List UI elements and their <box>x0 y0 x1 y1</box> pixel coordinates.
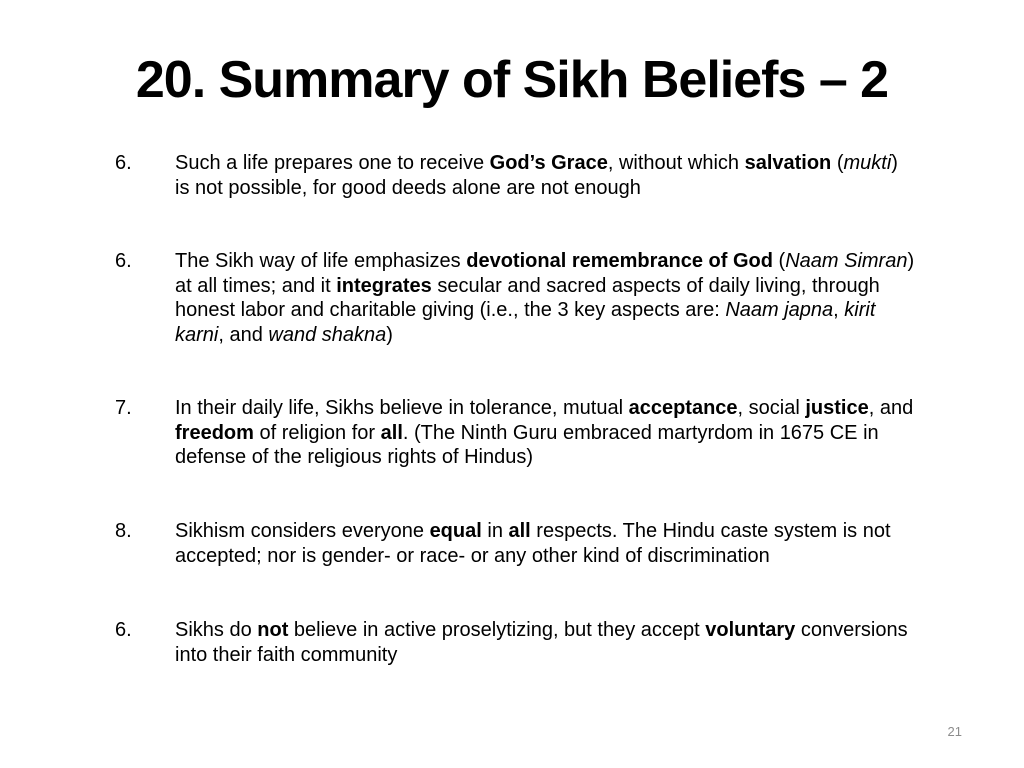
list-item-4 <box>115 519 915 568</box>
list-item-number: 7. <box>115 397 132 419</box>
text-run: in <box>481 520 509 542</box>
text-run: . (The Ninth Guru embraced martyrdom in 1675 CE in defense of the religious rights of Hindus) <box>175 421 879 468</box>
text-run: believe in active proselytizing, but they accept <box>288 619 706 641</box>
emphasis-italic: Naam Simran <box>785 250 908 272</box>
list-item-2 <box>115 249 915 347</box>
text-run: Sikhism considers everyone <box>175 520 430 542</box>
emphasis-bold: equal <box>429 520 482 542</box>
text-run: , and <box>218 323 269 346</box>
list-item-number: 6. <box>115 152 132 174</box>
text-run: Such a life prepares one to receive <box>175 152 490 174</box>
list-item-number: 6. <box>115 250 132 272</box>
text-run: respects. The Hindu caste system is not accepted; nor is gender- or race- or any other kind of discrimination <box>175 520 891 567</box>
list-item-text <box>175 618 915 667</box>
emphasis-italic: wand shakna <box>268 323 387 346</box>
emphasis-bold: justice <box>805 397 869 419</box>
list-item-text <box>175 151 915 200</box>
text-run: , <box>833 299 845 321</box>
emphasis-bold: voluntary <box>705 619 796 641</box>
text-run: The Sikh way of life emphasizes <box>175 250 467 272</box>
list-item-1 <box>115 151 915 200</box>
list-item-text <box>175 519 915 568</box>
emphasis-italic: kirit karni <box>175 299 876 346</box>
emphasis-italic: Naam japna <box>725 299 834 321</box>
emphasis-italic: mukti <box>843 152 892 174</box>
emphasis-bold: all <box>380 421 403 444</box>
emphasis-bold: salvation <box>744 152 832 174</box>
text-run: ) <box>386 323 393 346</box>
emphasis-bold: devotional remembrance of God <box>466 250 773 272</box>
emphasis-bold: freedom <box>175 421 254 444</box>
emphasis-bold: all <box>508 520 531 542</box>
text-run: conversions into their faith community <box>175 619 908 666</box>
emphasis-bold: God’s Grace <box>489 152 608 174</box>
text-run: In their daily life, Sikhs believe in tolerance, mutual <box>175 397 629 419</box>
text-run: ( <box>831 152 844 174</box>
emphasis-bold: integrates <box>336 274 432 297</box>
list-item-number: 6. <box>115 619 132 641</box>
emphasis-bold: not <box>257 619 289 641</box>
text-run: secular and sacred aspects of daily living, through honest labor and charitable giving (i.e., the 3 key aspects are: <box>175 274 880 321</box>
text-run: , and <box>868 397 914 419</box>
text-run: , social <box>737 397 806 419</box>
text-run: ( <box>772 250 786 272</box>
text-run: ) is not possible, for good deeds alone are not enough <box>175 152 898 199</box>
text-run: Sikhs do <box>175 619 258 641</box>
list-item-5 <box>115 618 915 667</box>
list-item-3 <box>115 396 915 470</box>
text-run: of religion for <box>253 421 381 444</box>
text-run: , without which <box>607 152 745 174</box>
slide-title: 20. Summary of Sikh Beliefs – 2 <box>135 51 889 109</box>
list-item-text <box>175 396 915 470</box>
list-item-number: 8. <box>115 520 132 542</box>
emphasis-bold: acceptance <box>628 397 738 419</box>
page-number: 21 <box>947 724 962 739</box>
list-item-text <box>175 249 915 347</box>
text-run: ) at all times; and it <box>175 250 915 297</box>
